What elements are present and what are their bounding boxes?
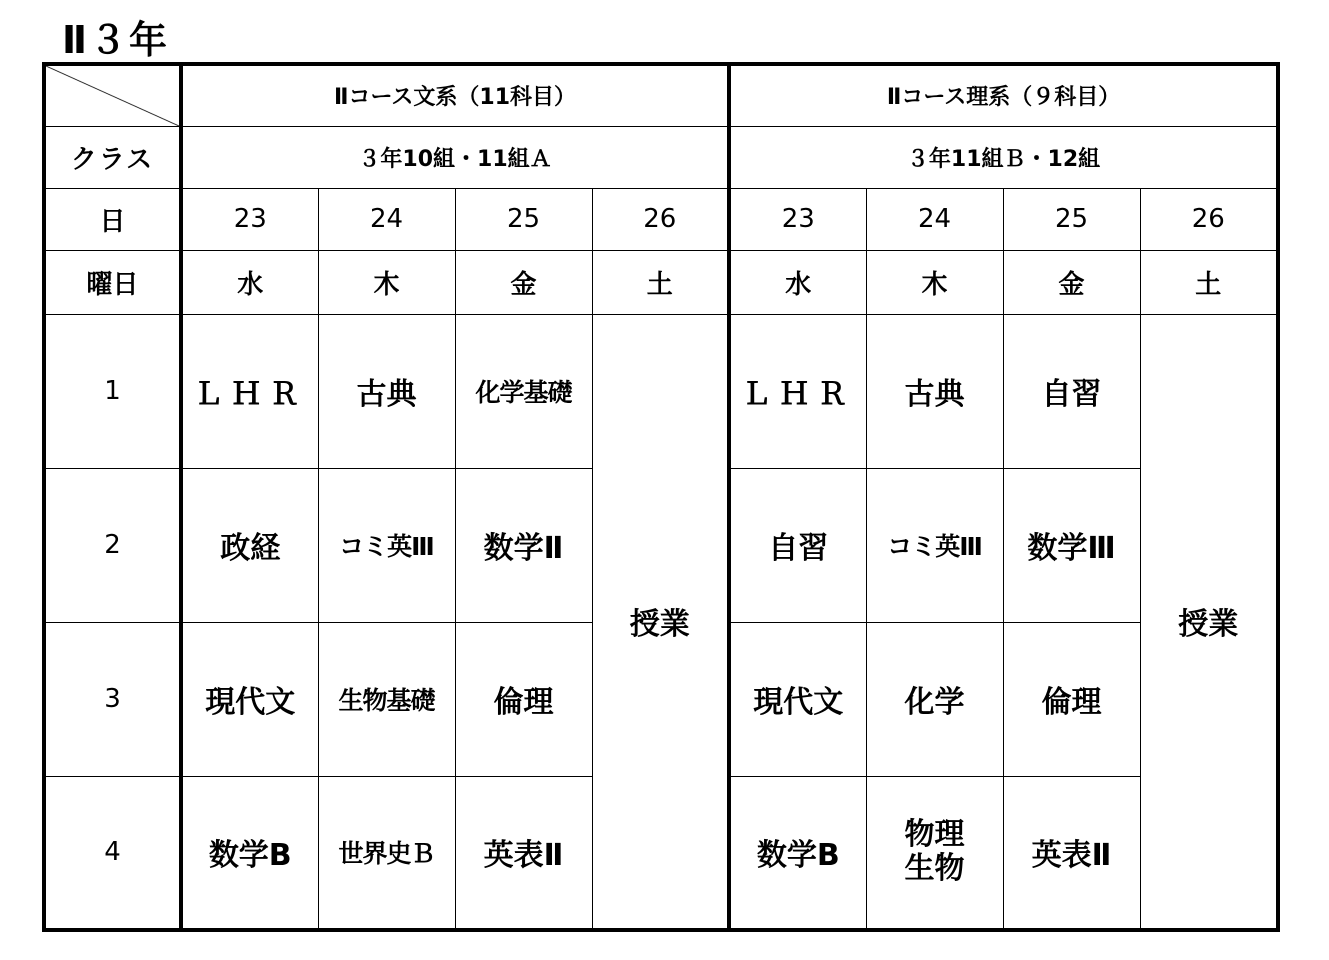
weekday-cell: 水 — [729, 250, 866, 314]
subject-cell: 物理 生物 — [866, 776, 1003, 930]
course-header-row — [44, 64, 1278, 126]
day-cell: 25 — [1003, 188, 1140, 250]
class-bunkei: ３年10組・11組Ａ — [181, 126, 729, 188]
weekday-cell: 水 — [181, 250, 318, 314]
day-cell: 26 — [592, 188, 729, 250]
subject-cell: 数学Ⅲ — [1003, 468, 1140, 622]
saturday-class-cell-bunkei: 授業 — [592, 314, 729, 930]
class-rikei: ３年11組Ｂ・12組 — [729, 126, 1278, 188]
day-cell: 24 — [318, 188, 455, 250]
class-row-label: クラス — [44, 126, 181, 188]
subject-cell: 世界史Ｂ — [318, 776, 455, 930]
subject-cell: 数学Ⅱ — [455, 468, 592, 622]
subject-cell: コミ英Ⅲ — [318, 468, 455, 622]
subject-cell: 化学 — [866, 622, 1003, 776]
day-row-label: 日 — [44, 188, 181, 250]
subject-cell: 数学B — [729, 776, 866, 930]
subject-cell: 古典 — [318, 314, 455, 468]
weekday-cell: 木 — [866, 250, 1003, 314]
period-label: 3 — [44, 622, 181, 776]
period-row — [44, 314, 1278, 468]
subject-cell: 数学B — [181, 776, 318, 930]
subject-cell: 倫理 — [455, 622, 592, 776]
subject-cell: コミ英Ⅲ — [866, 468, 1003, 622]
subject-cell: 倫理 — [1003, 622, 1140, 776]
class-row — [44, 126, 1278, 188]
weekday-cell: 金 — [455, 250, 592, 314]
exam-schedule-table — [42, 62, 1280, 932]
course-header-bunkei: Ⅱコース文系（11科目） — [181, 64, 729, 126]
subject-cell: 古典 — [866, 314, 1003, 468]
weekday-row — [44, 250, 1278, 314]
day-cell: 23 — [181, 188, 318, 250]
subject-cell: 現代文 — [181, 622, 318, 776]
subject-cell: ＬＨＲ — [729, 314, 866, 468]
page-title: Ⅱ３年 — [62, 18, 170, 62]
subject-cell: 自習 — [1003, 314, 1140, 468]
weekday-cell: 土 — [592, 250, 729, 314]
period-label: 1 — [44, 314, 181, 468]
day-cell: 23 — [729, 188, 866, 250]
saturday-class-cell-rikei: 授業 — [1140, 314, 1278, 930]
subject-cell: 英表Ⅱ — [1003, 776, 1140, 930]
day-cell: 24 — [866, 188, 1003, 250]
day-cell: 25 — [455, 188, 592, 250]
period-label: 4 — [44, 776, 181, 930]
subject-cell: 英表Ⅱ — [455, 776, 592, 930]
weekday-cell: 土 — [1140, 250, 1278, 314]
diagonal-corner-cell — [44, 64, 181, 126]
subject-cell: 生物基礎 — [318, 622, 455, 776]
weekday-cell: 金 — [1003, 250, 1140, 314]
subject-cell: 現代文 — [729, 622, 866, 776]
subject-cell: ＬＨＲ — [181, 314, 318, 468]
day-cell: 26 — [1140, 188, 1278, 250]
course-header-rikei: Ⅱコース理系（９科目） — [729, 64, 1278, 126]
weekday-row-label: 曜日 — [44, 250, 181, 314]
period-label: 2 — [44, 468, 181, 622]
weekday-cell: 木 — [318, 250, 455, 314]
day-row — [44, 188, 1278, 250]
subject-cell: 政経 — [181, 468, 318, 622]
subject-cell: 自習 — [729, 468, 866, 622]
subject-cell: 化学基礎 — [455, 314, 592, 468]
